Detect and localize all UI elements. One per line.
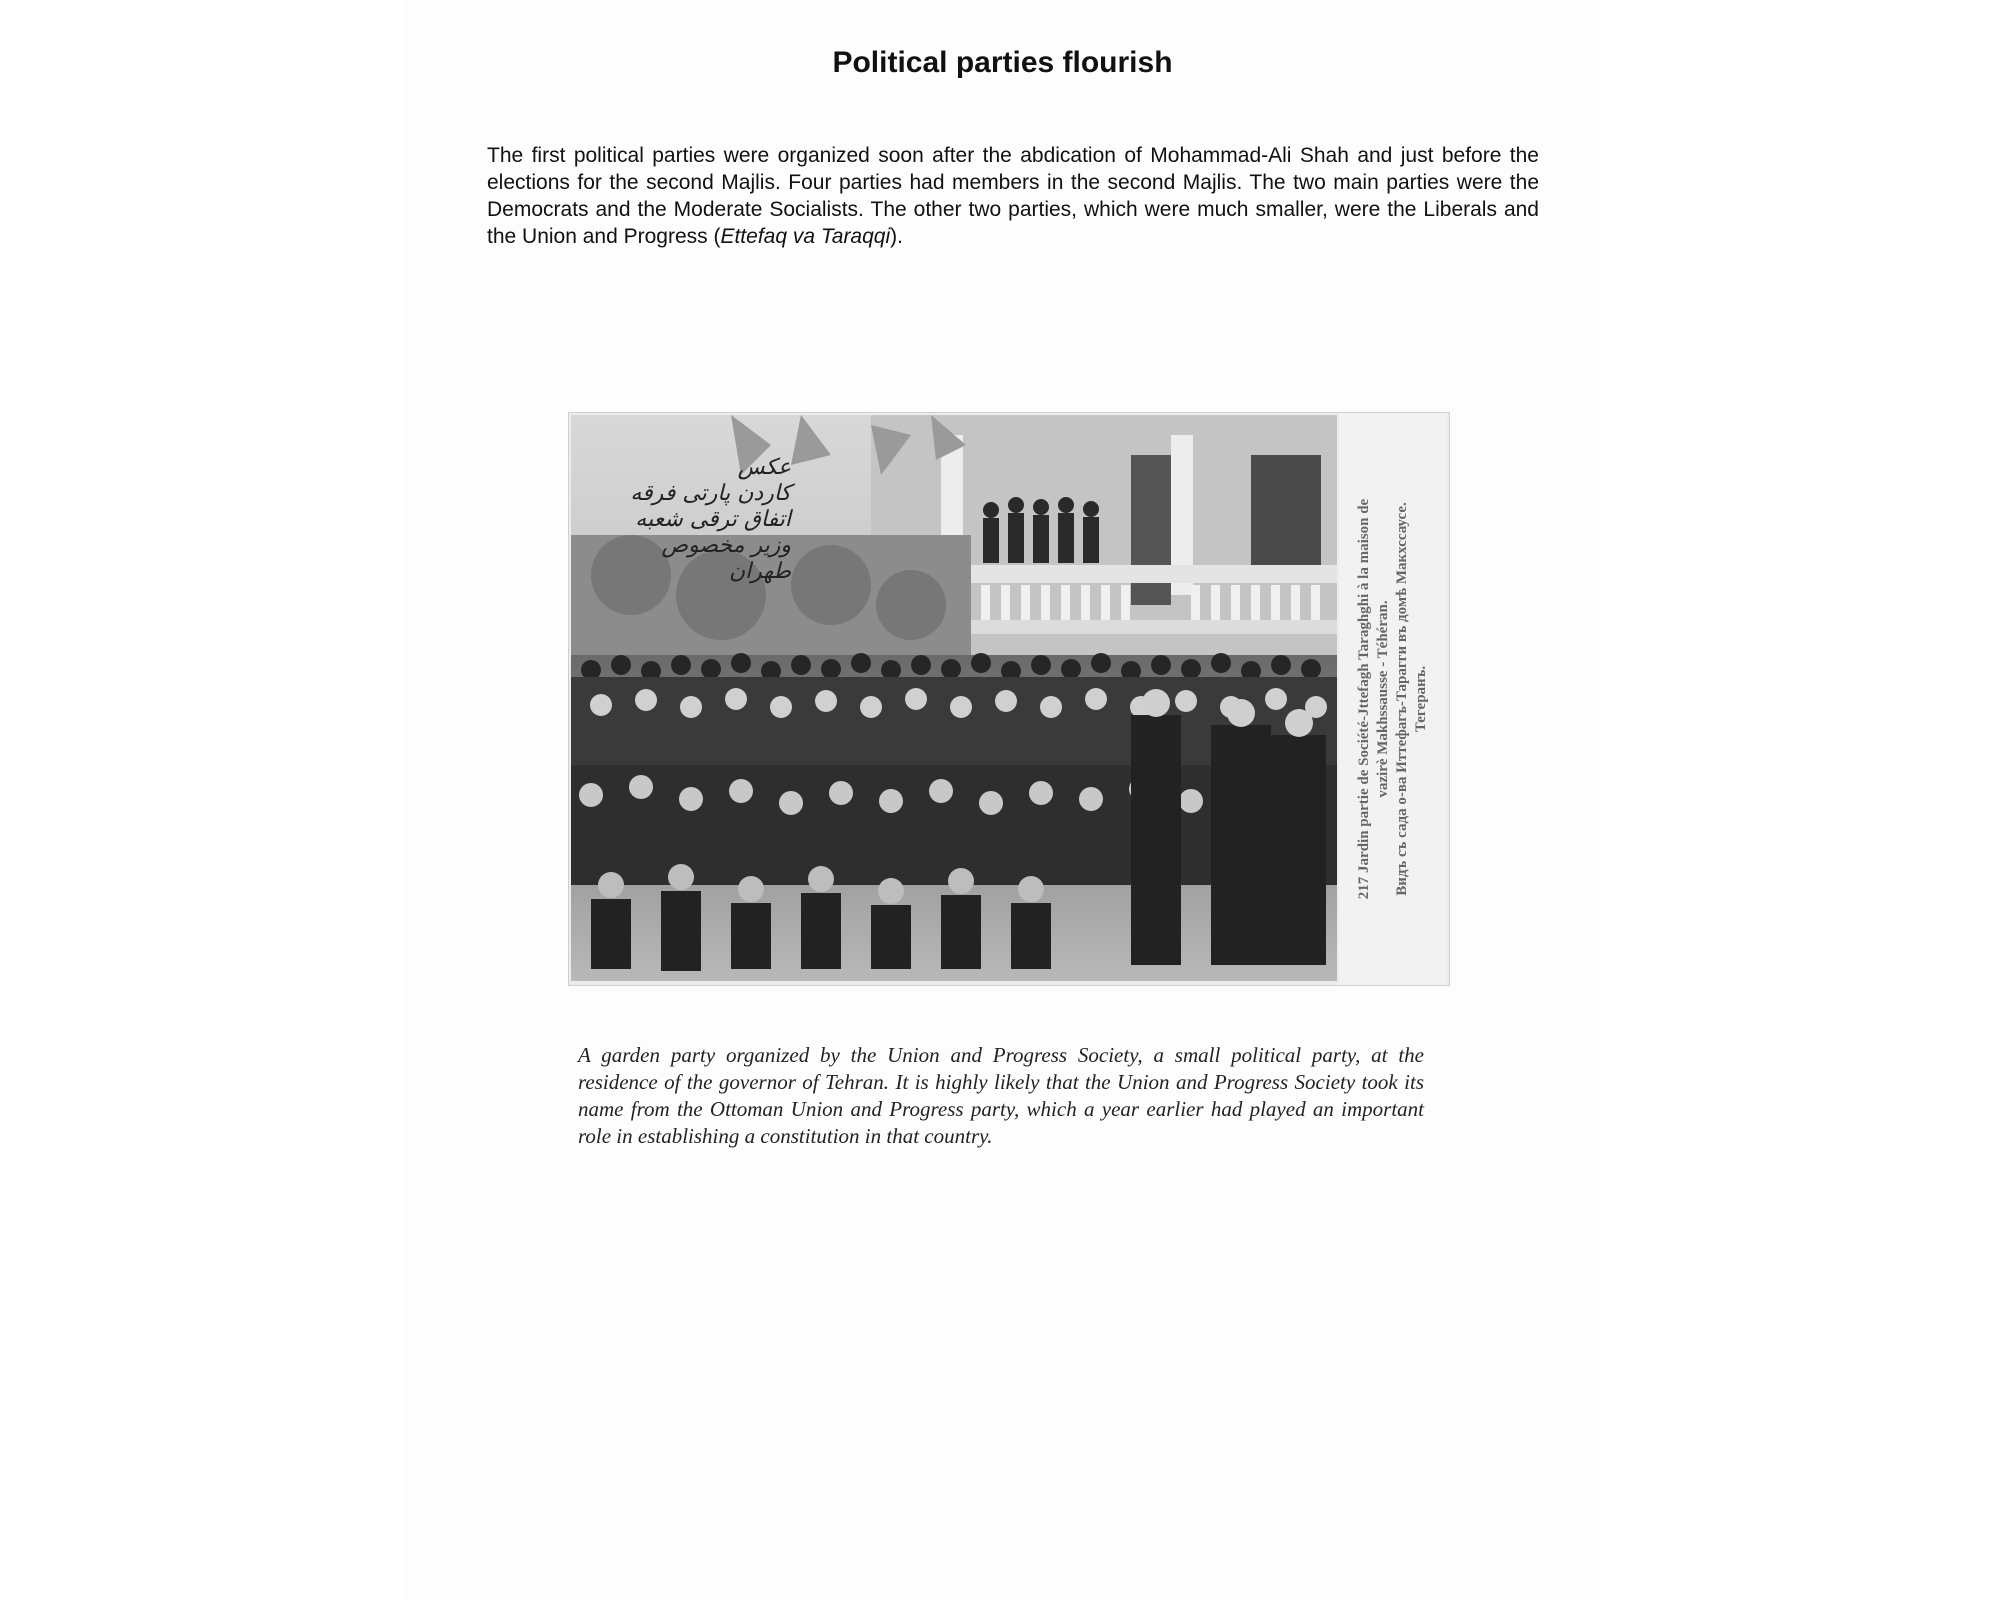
side-line: Видъ съ сада о-ва Иттефагъ-Тарагги въ домѣ Макхссаусе. bbox=[1394, 502, 1410, 896]
persian-line: وزیر مخصوص bbox=[661, 533, 791, 558]
intro-paragraph bbox=[487, 142, 1539, 250]
postcard-side-text bbox=[1355, 429, 1431, 969]
postcard-side-caption bbox=[1339, 413, 1447, 985]
side-line: vazirè Makhssausse - Téhéran. bbox=[1375, 600, 1391, 798]
persian-line: کاردن پارتی فرقه bbox=[630, 481, 791, 506]
intro-text-end: ). bbox=[890, 225, 903, 248]
persian-line: عکس bbox=[737, 455, 791, 480]
garden-party-photo bbox=[571, 415, 1337, 981]
persian-line: اتفاق ترقی شعبه bbox=[635, 507, 791, 532]
page-title: Political parties flourish bbox=[832, 46, 1173, 79]
historical-postcard bbox=[568, 412, 1450, 986]
photo-caption: A garden party organized by the Union and Progress Society, a small political party, at the residence of the governor of Tehran. It is highly likely that the Union and Progress Society took its name from the Ottoman Union and Progress party, which a year earlier had played an important role in establishing a constitution in that country. bbox=[578, 1043, 1424, 1148]
intro-text: The first political parties were organized soon after the abdication of Mohammad-Ali Shah and just before the elections for the second Majlis. Four parties had members in the second Majlis. The two main parties were the Democrats and the Moderate Socialists. The other two parties, which were much smaller, were the Liberals and the Union and Progress ( bbox=[487, 144, 1539, 248]
persian-line: طهران bbox=[728, 559, 791, 584]
side-line: 217 Jardin partie de Société-Jttefagh Taraghghi à la maison de bbox=[1356, 498, 1372, 900]
side-line: Тегеранъ. bbox=[1413, 665, 1429, 733]
persian-inscription bbox=[611, 455, 791, 585]
intro-italic-term: Ettefaq va Taraqqi bbox=[720, 225, 891, 248]
